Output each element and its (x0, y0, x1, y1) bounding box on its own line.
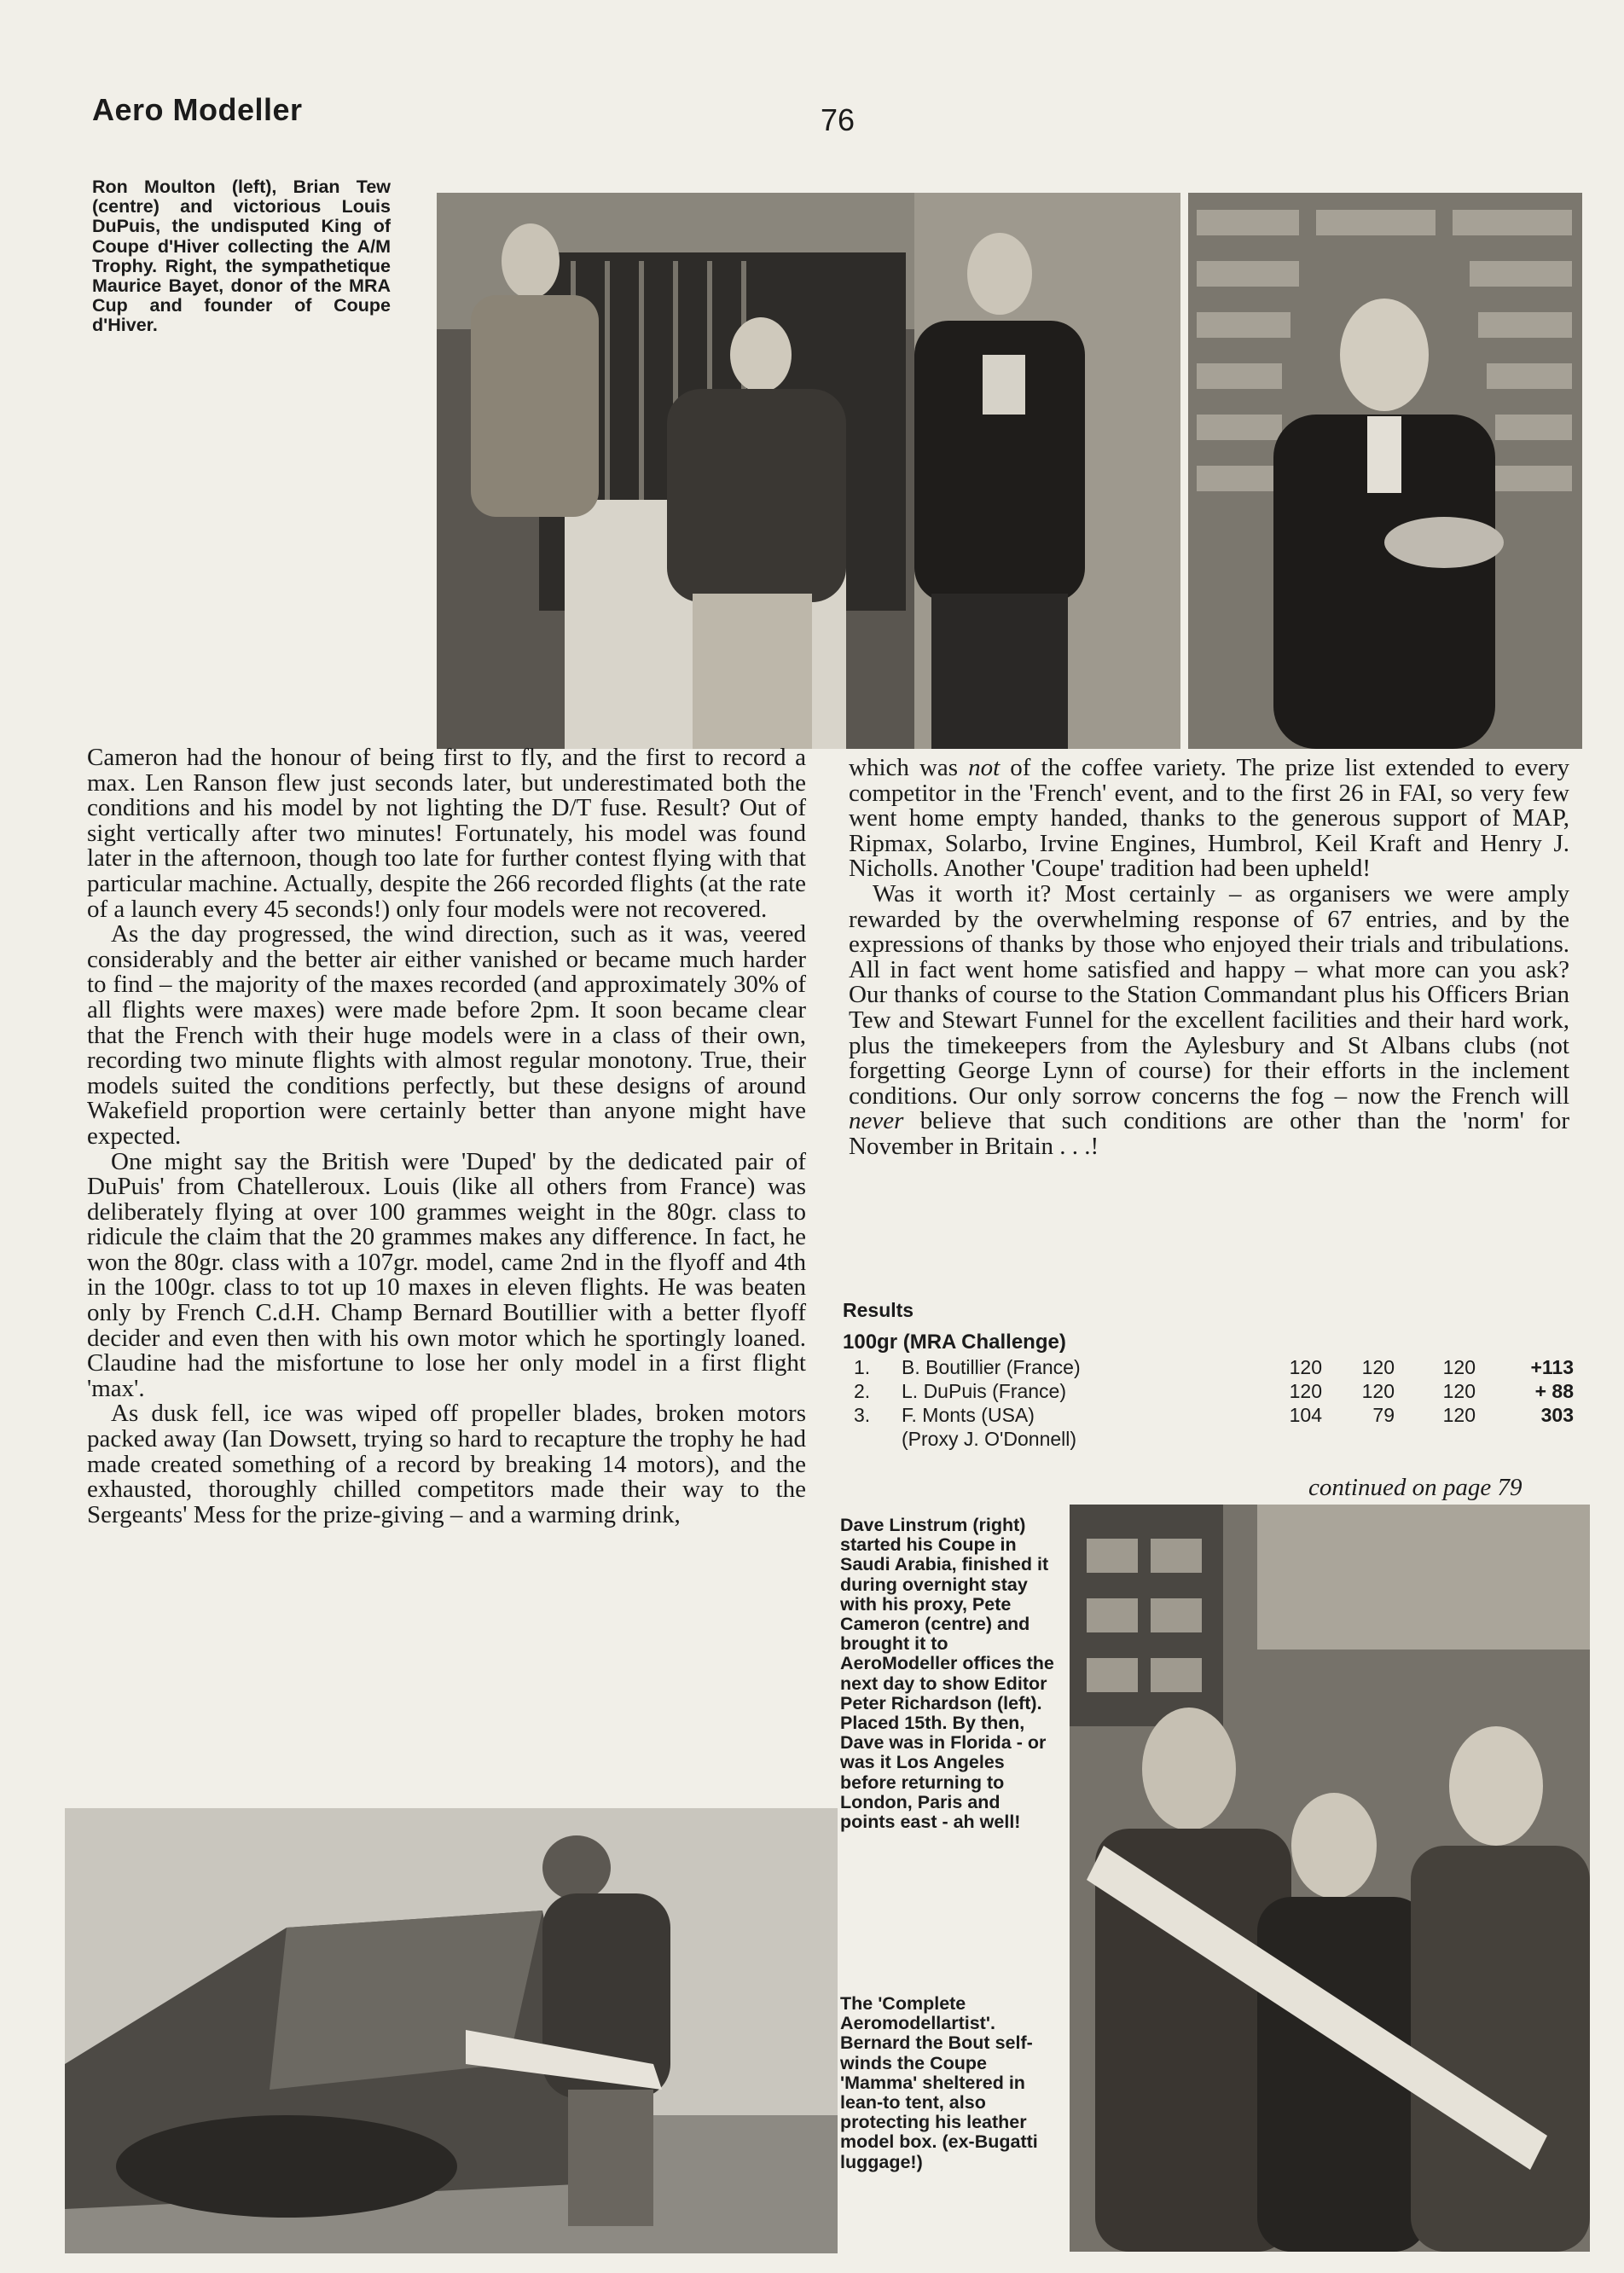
photo-trophy-presentation (437, 193, 1180, 749)
text-run: of the coffee variety. The prize list extended to every competitor in the 'French' event, and to the first 26 in FAI, so very few went home empty handed, thanks to the generous support of MAP, Ripmax, Solarbo, Irvine Engines, Humbrol, Keil Kraft and Henry J. Nicholls. Another 'Coupe' tradition had been upheld! (849, 754, 1569, 883)
rank: 3. (854, 1404, 871, 1426)
table-row (849, 1380, 1574, 1404)
photo-linstrum-group (1070, 1505, 1590, 2252)
paragraph: Cameron had the honour of being first to fly, and the first to record a max. Len Ranson flew just seconds later, but underestimated both the conditions and his model by not lighting the D/T fuse. Result? Out of sight vertically after two minutes! Fortunately, his model was found later in the afternoon, though too late for further contest flying with that particular machine. Actually, despite the 266 recorded flights (at the rate of a launch every 45 seconds!) only four models were not recovered. (87, 744, 806, 923)
competitor-note: (Proxy J. O'Donnell) (902, 1428, 1077, 1450)
paragraph (849, 879, 1569, 1160)
results-table (849, 1356, 1574, 1452)
text-run: which was (849, 754, 969, 781)
results-class-title: 100gr (MRA Challenge) (843, 1331, 1066, 1354)
table-row (849, 1404, 1574, 1428)
magazine-masthead: Aero Modeller (92, 92, 303, 127)
article-right-column (849, 756, 1569, 1160)
text-run: Was it worth it? Most certainly – as organisers we were amply rewarded by the overwhelming response of 67 entries, and by the expressions of thanks by those who enjoyed their trials and tribulations. All in fact went home satisfied and happy – what more can you ask? Our thanks of course to the Station Commandant plus his Officers Brian Tew and Stewart Funnel for the excellent facilities and their hard work, plus the timekeepers from the Aylesbury and St Albans clubs (not forgetting George Lynn of course) for their efforts in the inclement conditions. Our only sorrow concerns the fog – now the French will (849, 879, 1569, 1110)
caption-linstrum: Dave Linstrum (right) started his Coupe in Saudi Arabia, finished it during overnight stay with his proxy, Pete Cameron (centre) and brought it to AeroModeller offices the next day to show Editor Peter Richardson (left). Placed 15th. By then, Dave was in Florida - or was it Los Angeles before returning to London, Paris and points east - ah well! (840, 1515, 1054, 1833)
round-2: 120 (1361, 1380, 1395, 1402)
round-3: 120 (1442, 1356, 1476, 1378)
page-number: 76 (821, 102, 856, 137)
competitor: F. Monts (USA) (902, 1404, 1035, 1426)
continued-note: continued on page 79 (1308, 1474, 1522, 1501)
flyoff: 303 (1540, 1404, 1574, 1426)
photo-bout-tent (65, 1808, 838, 2253)
emphasis-text: not (968, 754, 1000, 781)
paragraph: As dusk fell, ice was wiped off propeller blades, broken motors packed away (Ian Dowsett, trying so hard to recapture the trophy he had made created something of a record by breaking 14 motors), and the exhausted, thoroughly chilled competitors made their way to the Sergeants' Mess for the prize-giving – and a warming drink, (87, 1400, 806, 1528)
round-3: 120 (1442, 1380, 1476, 1402)
competitor: B. Boutillier (France) (902, 1356, 1081, 1378)
rank: 2. (854, 1380, 871, 1402)
flyoff: +113 (1530, 1356, 1574, 1378)
article-left-column (87, 745, 806, 1528)
rank: 1. (854, 1356, 871, 1378)
competitor: L. DuPuis (France) (902, 1380, 1067, 1402)
round-2: 79 (1372, 1404, 1395, 1426)
photo-maurice-bayet (1188, 193, 1582, 749)
round-1: 104 (1289, 1404, 1322, 1426)
text-run: believe that such conditions are other than the 'norm' for November in Britain . . .! (849, 1107, 1569, 1160)
round-1: 120 (1289, 1380, 1322, 1402)
round-3: 120 (1442, 1404, 1476, 1426)
table-row (849, 1428, 1574, 1452)
paragraph: One might say the British were 'Duped' by the dedicated pair of DuPuis' from Chatelleroux. Louis (like all others from France) was deliberately flying at over 100 grammes weight in the 80gr. class to ridicule the claim that the 20 grammes makes any difference. In fact, he won the 80gr. class with a 107gr. model, came 2nd in the flyoff and 4th in the 100gr. class to tot up 10 maxes in eleven flights. He was beaten only by French C.d.H. Champ Bernard Boutillier with a better flyoff decider and even then with his own motor which he sportingly loaned. Claudine had the misfortune to lose her only model in a first flight 'max'. (87, 1147, 806, 1402)
round-2: 120 (1361, 1356, 1395, 1378)
results-heading: Results (843, 1299, 914, 1321)
round-1: 120 (1289, 1356, 1322, 1378)
caption-bout: The 'Complete Aeromodellartist'. Bernard the Bout self-winds the Coupe 'Mamma' sheltered in lean-to tent, also protecting his leather model box. (ex-Bugatti luggage!) (840, 1993, 1038, 2172)
emphasis-text: never (849, 1107, 904, 1135)
paragraph: As the day progressed, the wind direction, such as it was, veered considerably and the better air either vanished or became much harder to find – the majority of the maxes recorded (and approximately 30% of all flights were maxes) were made before 2pm. It soon became clear that the French with their huge models were in a class of their own, recording two minute flights with almost regular monotony. True, their models suited the conditions perfectly, but these designs of around Wakefield proportion were certainly better than anyone might have expected. (87, 920, 806, 1150)
caption-trophy-presentation: Ron Moulton (left), Brian Tew (centre) and victorious Louis DuPuis, the undisputed King of Coupe d'Hiver collecting the A/M Trophy. Right, the sympathetique Maurice Bayet, donor of the MRA Cup and founder of Coupe d'Hiver. (92, 177, 391, 336)
flyoff: + 88 (1534, 1380, 1574, 1402)
paragraph (849, 756, 1569, 882)
table-row (849, 1356, 1574, 1380)
